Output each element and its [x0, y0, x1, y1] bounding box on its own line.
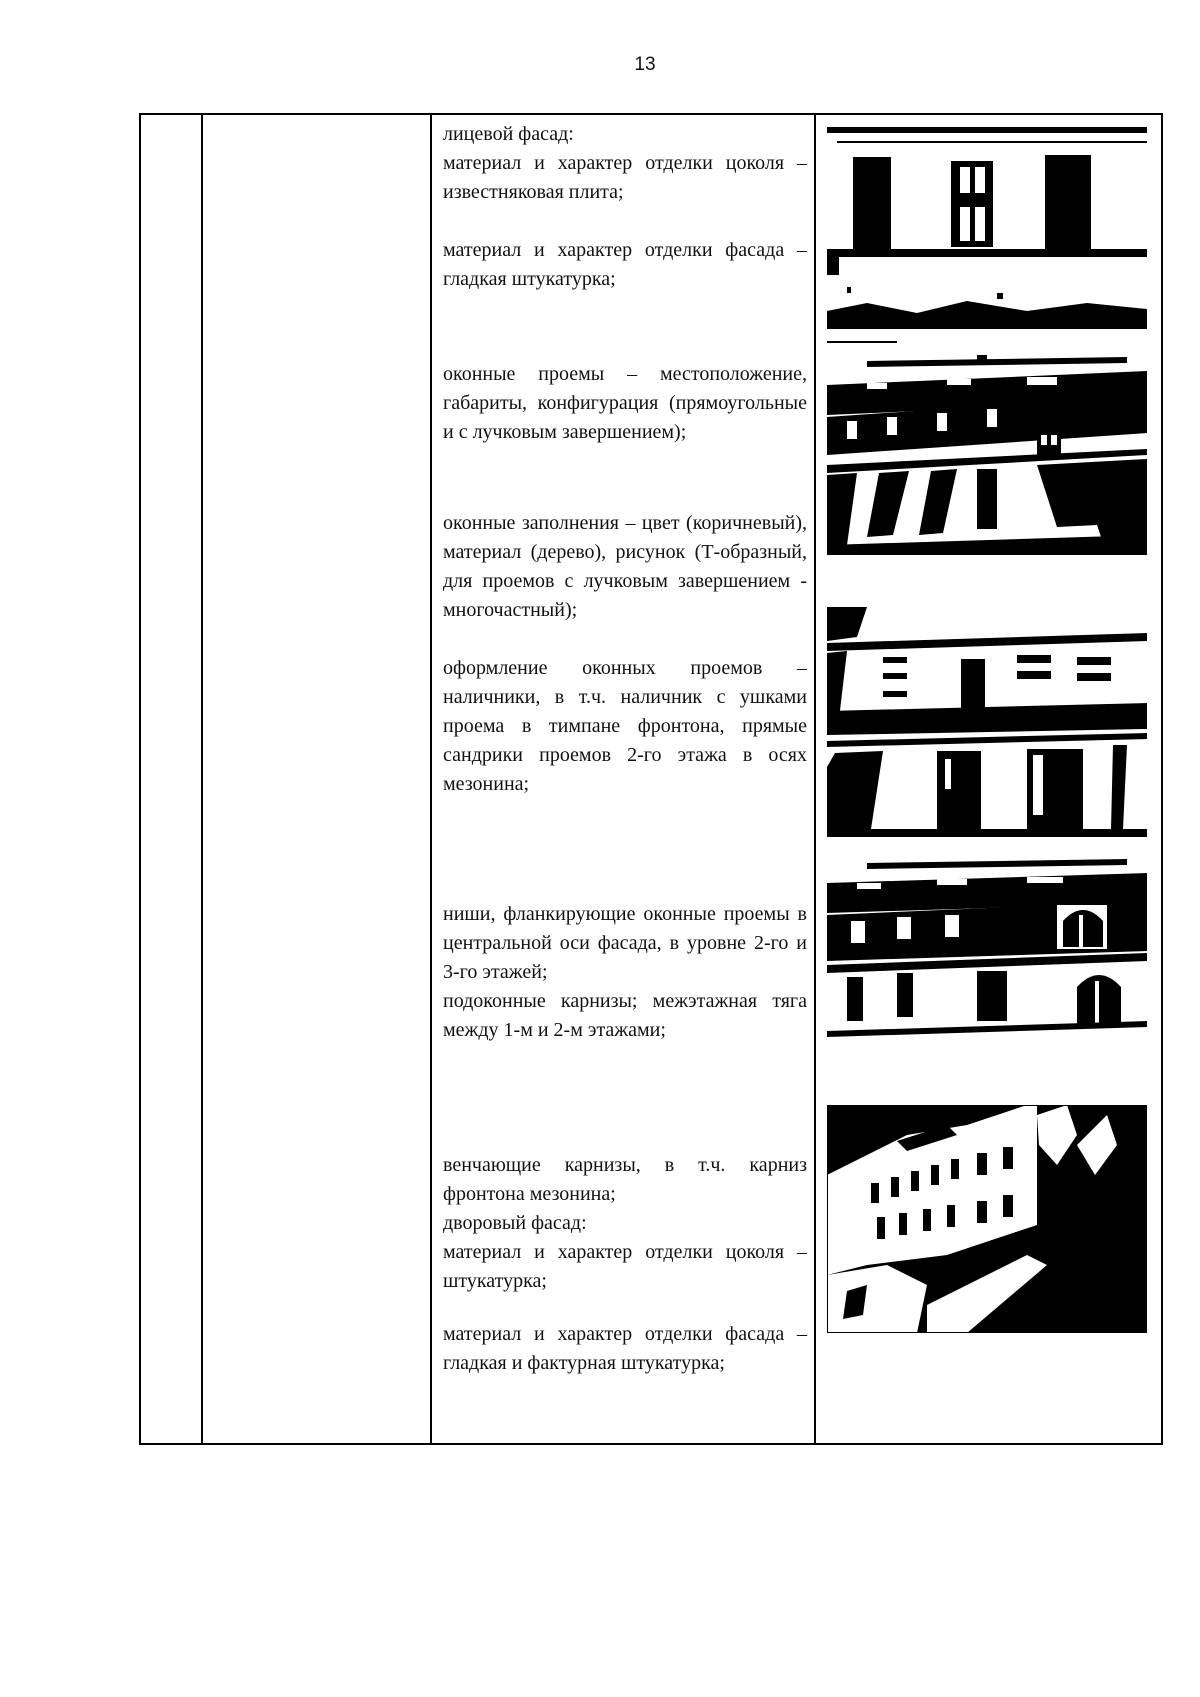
facade-photo-icon	[827, 855, 1147, 1051]
paragraph-courtyard-facade: дворовый фасад:	[443, 1212, 587, 1234]
column-divider-1	[201, 115, 203, 1443]
monument-subject-table	[139, 113, 1163, 1445]
facade-photo-icon	[827, 1105, 1147, 1333]
facade-photo-icon	[827, 115, 1147, 347]
paragraph-window-decoration: оформление оконных проемов – наличники, в т.ч. наличник с ушками проема в тимпане фронтона, прямые сандрики проемов 2-го этажа в осях мезонина;	[443, 657, 807, 795]
paragraph-facade-finish: материал и характер отделки фасада – гладкая штукатурка;	[443, 239, 807, 290]
facade-photo-icon	[827, 355, 1147, 555]
paragraph-window-fillings: оконные заполнения – цвет (коричневый), материал (дерево), рисунок (Т-образный, для проемов с лучковым завершением - многочастный);	[443, 512, 807, 621]
photo-window-openings	[827, 355, 1147, 555]
paragraph-niches: ниши, фланкирующие оконные проемы в центральной оси фасада, в уровне 2-го и 3-го этажей;	[443, 903, 807, 983]
paragraph-street-facade: лицевой фасад:	[443, 123, 574, 145]
paragraph-courtyard-finish: материал и характер отделки фасада – гладкая и фактурная штукатурка;	[443, 1323, 807, 1374]
photo-cornices	[827, 855, 1147, 1051]
paragraph-courtyard-plinth: материал и характер отделки цоколя – штукатурка;	[443, 1241, 807, 1292]
photo-facade-plinth	[827, 115, 1147, 347]
page-number: 13	[634, 54, 656, 75]
facade-photo-icon	[827, 607, 1147, 837]
paragraph-plinth-finish: материал и характер отделки цоколя – известняковая плита;	[443, 152, 807, 203]
column-divider-3	[814, 115, 816, 1443]
paragraph-crowning-cornices: венчающие карнизы, в т.ч. карниз фронтона мезонина;	[443, 1154, 807, 1205]
photo-window-frames	[827, 607, 1147, 837]
column-divider-2	[430, 115, 432, 1443]
photo-courtyard-facade	[827, 1105, 1147, 1333]
paragraph-window-openings: оконные проемы – местоположение, габариты, конфигурация (прямоугольные и с лучковым завершением);	[443, 363, 807, 443]
paragraph-sill-cornices: подоконные карнизы; межэтажная тяга между 1-м и 2-м этажами;	[443, 990, 807, 1041]
